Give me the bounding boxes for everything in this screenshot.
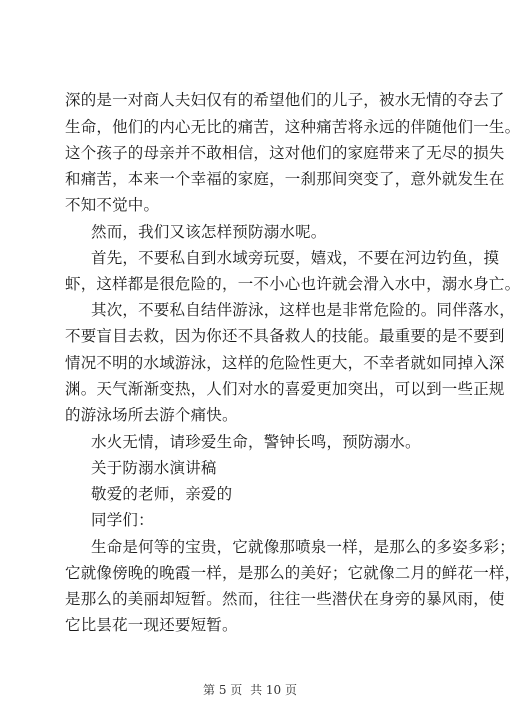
- page-total: 共 10 页: [250, 683, 297, 697]
- text-line: 生命是何等的宝贵，它就像那喷泉一样，是那么的多姿多彩；: [91, 538, 515, 556]
- page-number: 第 5 页: [203, 683, 243, 697]
- text-line: 情况不明的水域游泳，这样的危险性更大，不幸者就如同掉入深: [65, 354, 505, 372]
- text-line: 虾，这样都是很危险的，一不小心也许就会滑入水中，溺水身亡。: [65, 275, 520, 293]
- text-line: 不要盲目去救，因为你还不具备救人的技能。最重要的是不要到: [65, 327, 505, 345]
- text-line: 这个孩子的母亲并不敢相信，这对他们的家庭带来了无尽的损失: [65, 144, 505, 162]
- text-line: 然而，我们又该怎样预防溺水呢。: [91, 223, 327, 241]
- page-footer: [0, 682, 500, 698]
- text-line: 生命，他们的内心无比的痛苦，这种痛苦将永远的伴随他们一生。: [65, 118, 520, 136]
- text-line: 它就像傍晚的晚霞一样，是那么的美好；它就像二月的鲜花一样，: [65, 564, 520, 582]
- text-line: 不知不觉中。: [65, 196, 160, 214]
- text-line: 首先，不要私自到水域旁玩耍，嬉戏，不要在河边钓鱼，摸: [91, 249, 500, 267]
- text-line: 它比昙花一现还要短暂。: [65, 616, 238, 634]
- section-title: 关于防溺水演讲稿: [91, 459, 217, 477]
- salutation: 同学们：: [91, 511, 154, 529]
- text-line: 水火无情，请珍爱生命，警钟长鸣，预防溺水。: [91, 433, 421, 451]
- text-line: 渊。天气渐渐变热，人们对水的喜爱更加突出，可以到一些正规: [65, 380, 505, 398]
- text-line: 其次，不要私自结伴游泳，这样也是非常危险的。同伴落水，: [91, 301, 515, 319]
- text-line: 深的是一对商人夫妇仅有的希望他们的儿子，被水无情的夺去了: [65, 91, 505, 109]
- salutation: 敬爱的老师，亲爱的: [91, 485, 233, 503]
- text-line: 和痛苦，本来一个幸福的家庭，一刹那间突变了，意外就发生在: [65, 170, 505, 188]
- text-line: 的游泳场所去游个痛快。: [65, 406, 238, 424]
- text-line: 是那么的美丽却短暂。然而，往往一些潜伏在身旁的暴风雨，使: [65, 590, 505, 608]
